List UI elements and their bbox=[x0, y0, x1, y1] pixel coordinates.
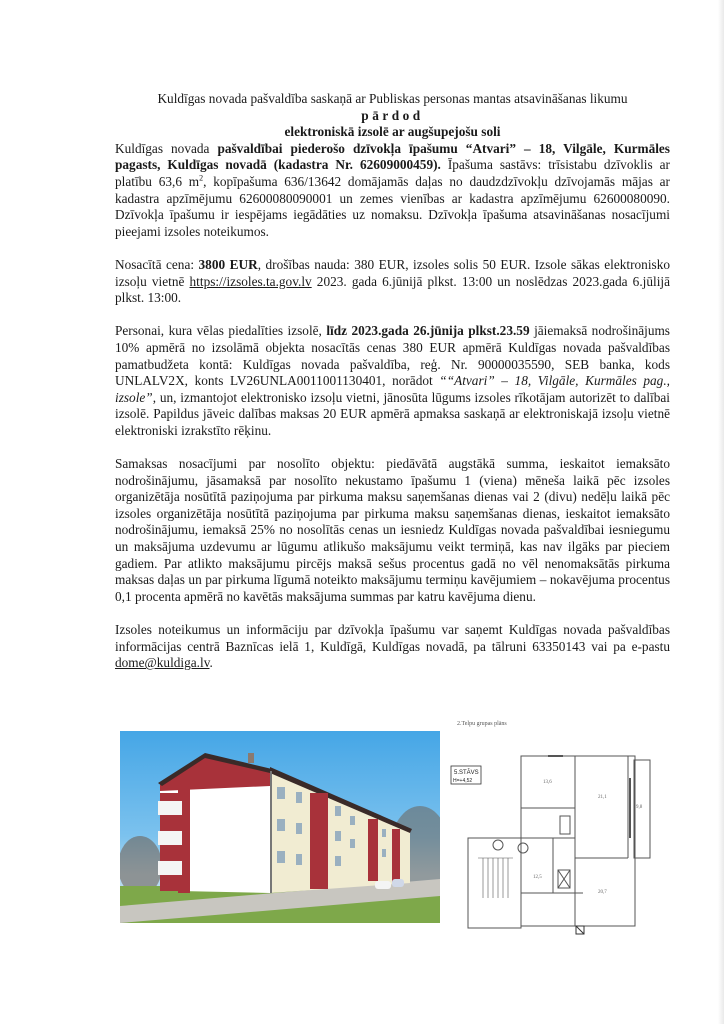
text: . bbox=[209, 655, 213, 671]
announcement-document bbox=[115, 91, 670, 672]
svg-text:13,6: 13,6 bbox=[543, 780, 552, 785]
text: Personai, kura vēlas piedalīties izsolē, bbox=[115, 323, 327, 339]
svg-text:20,7: 20,7 bbox=[598, 890, 607, 895]
floor-height-label: H=+4,52 bbox=[453, 778, 473, 784]
text: jāiemaksā nodrošinājums 10% apmērā no izsolāmā objekta nosacītās cenas 380 EUR apmērā Kuldīgas novada pašvaldības pamatbudžeta kontā: Kuldīgas novada pašvaldība, reģ. Nr. 90000035590, SEB banka, kods UNLALV2X, konts LV26UNLA0011001130401, norādot bbox=[115, 323, 670, 389]
auction-method-heading: elektroniskā izsolē ar augšupejošu soli bbox=[284, 124, 501, 140]
floor-plan-title: 2.Telpu grupas plāns bbox=[457, 721, 507, 727]
superscript: 2 bbox=[199, 173, 204, 183]
email-link[interactable]: dome@kuldiga.lv bbox=[115, 655, 210, 671]
deadline: līdz 2023.gada 26.jūnija plkst.23.59 bbox=[326, 323, 530, 339]
text: Nosacītā cena: bbox=[115, 256, 199, 272]
price-paragraph bbox=[115, 257, 670, 307]
floor-plan bbox=[448, 718, 660, 943]
building-photo bbox=[120, 731, 440, 923]
deposit-paragraph bbox=[115, 323, 670, 439]
svg-text:21,1: 21,1 bbox=[598, 795, 607, 800]
svg-text:12,5: 12,5 bbox=[533, 875, 542, 880]
text: Kuldīgas novada bbox=[115, 140, 218, 156]
property-title: pašvaldībai piederošo dzīvokļa īpašumu “Atvari” – 18, Vilgāle, Kurmāles pagasts, Kuldīgas novadā (kadastra Nr. 62609000459). bbox=[115, 140, 670, 173]
building-illustration bbox=[120, 731, 440, 923]
svg-text:9,8: 9,8 bbox=[636, 805, 643, 810]
text: , drošības nauda: 380 EUR, izsoles solis 50 EUR. Izsole sākas elektronisko izsoļu vietnē bbox=[115, 256, 670, 289]
text: , un, izmantojot elektronisko izsoļu vietni, jānosūta lūgums izsoles rīkotājam autorizēt to dalībai izsolē. Papildus jāveic dalības maksas 20 EUR apmērā apmaksa saskaņā ar elektroniskajā izsoļu vietnē elektroniski izrakstīto rēķinu. bbox=[115, 389, 670, 438]
text: Īpašuma sastāvs: trīsistabu dzīvoklis ar platību 63,6 m bbox=[115, 157, 670, 189]
sell-heading: pārdod bbox=[361, 107, 424, 123]
text: , kopīpašuma 636/13642 domājamās daļas no daudzdzīvokļu dzīvojamās mājas ar kadastra apzīmējumu 62600080090001 un zemes vienības ar kadastra apzīmējumu 62600080090. Dzīvokļa īpašumu ir iespējams iegādāties uz nomaksu. Dzīvokļa īpašuma atsavināšanas nosacījumi pieejami izsoles noteikumos. bbox=[115, 173, 670, 239]
floor-label: 5.STĀVS bbox=[454, 770, 479, 776]
payment-reference: ““Atvari” – 18, Vilgāle, Kurmāles pag., izsole” bbox=[115, 373, 670, 405]
text: Izsoles noteikumus un informāciju par dzīvokļa īpašumu var saņemt Kuldīgas novada pašvaldības informācijas centrā Baznīcas ielā 1, Kuldīgā, Kuldīgas novadā, pa tālruni 63350143 vai pa e-pastu bbox=[115, 622, 670, 654]
property-description bbox=[115, 141, 670, 241]
contact-paragraph bbox=[115, 622, 670, 672]
page-edge bbox=[718, 0, 724, 1024]
intro-line: Kuldīgas novada pašvaldība saskaņā ar Publiskas personas mantas atsavināšanas likumu bbox=[157, 91, 628, 106]
payment-terms-paragraph: Samaksas nosacījumi par nosolīto objektu: piedāvātā augstākā summa, ieskaitot iemaksāto nodrošinājumu, jāsamaksā par nosolīto nekustamo īpašumu 1 (viena) mēneša laikā pēc izsoles organizētāja nosūtītā paziņojuma par pirkuma maksu saņemšanas dienas vai 2 (divu) nedēļu laikā pēc izsoles organizētāja nosūtītā paziņojuma par pirkuma maksu saņemšanas dienas, ieskaitot iemaksāto nodrošinājumu, iemaksā 25% no nosolītās cenas un iesniedz Kuldīgas novada pašvaldībai iesniegumu un maksājuma uzdevumu ar lūgumu atlikušo maksājumu veikt termiņā, kas nav ilgāks par pieciem gadiem. Par atlikto maksājumu pircējs maksā sešus procentus gadā no vēl nenomaksātās pirkuma maksas daļas un par pirkuma līgumā noteikto maksājumu termiņu kavējumiem – nokavējuma procentus 0,1 procenta apmērā no kavētās maksājuma summas par katru kavējuma dienu. bbox=[115, 456, 670, 604]
floor-plan-drawing bbox=[448, 718, 660, 943]
text: 2023. gada 6.jūnijā plkst. 13:00 un noslēdzas 2023.gada 6.jūlijā plkst. 13:00. bbox=[115, 273, 670, 306]
starting-price: 3800 EUR bbox=[198, 256, 258, 272]
auction-site-link[interactable]: https://izsoles.ta.gov.lv bbox=[189, 273, 312, 289]
